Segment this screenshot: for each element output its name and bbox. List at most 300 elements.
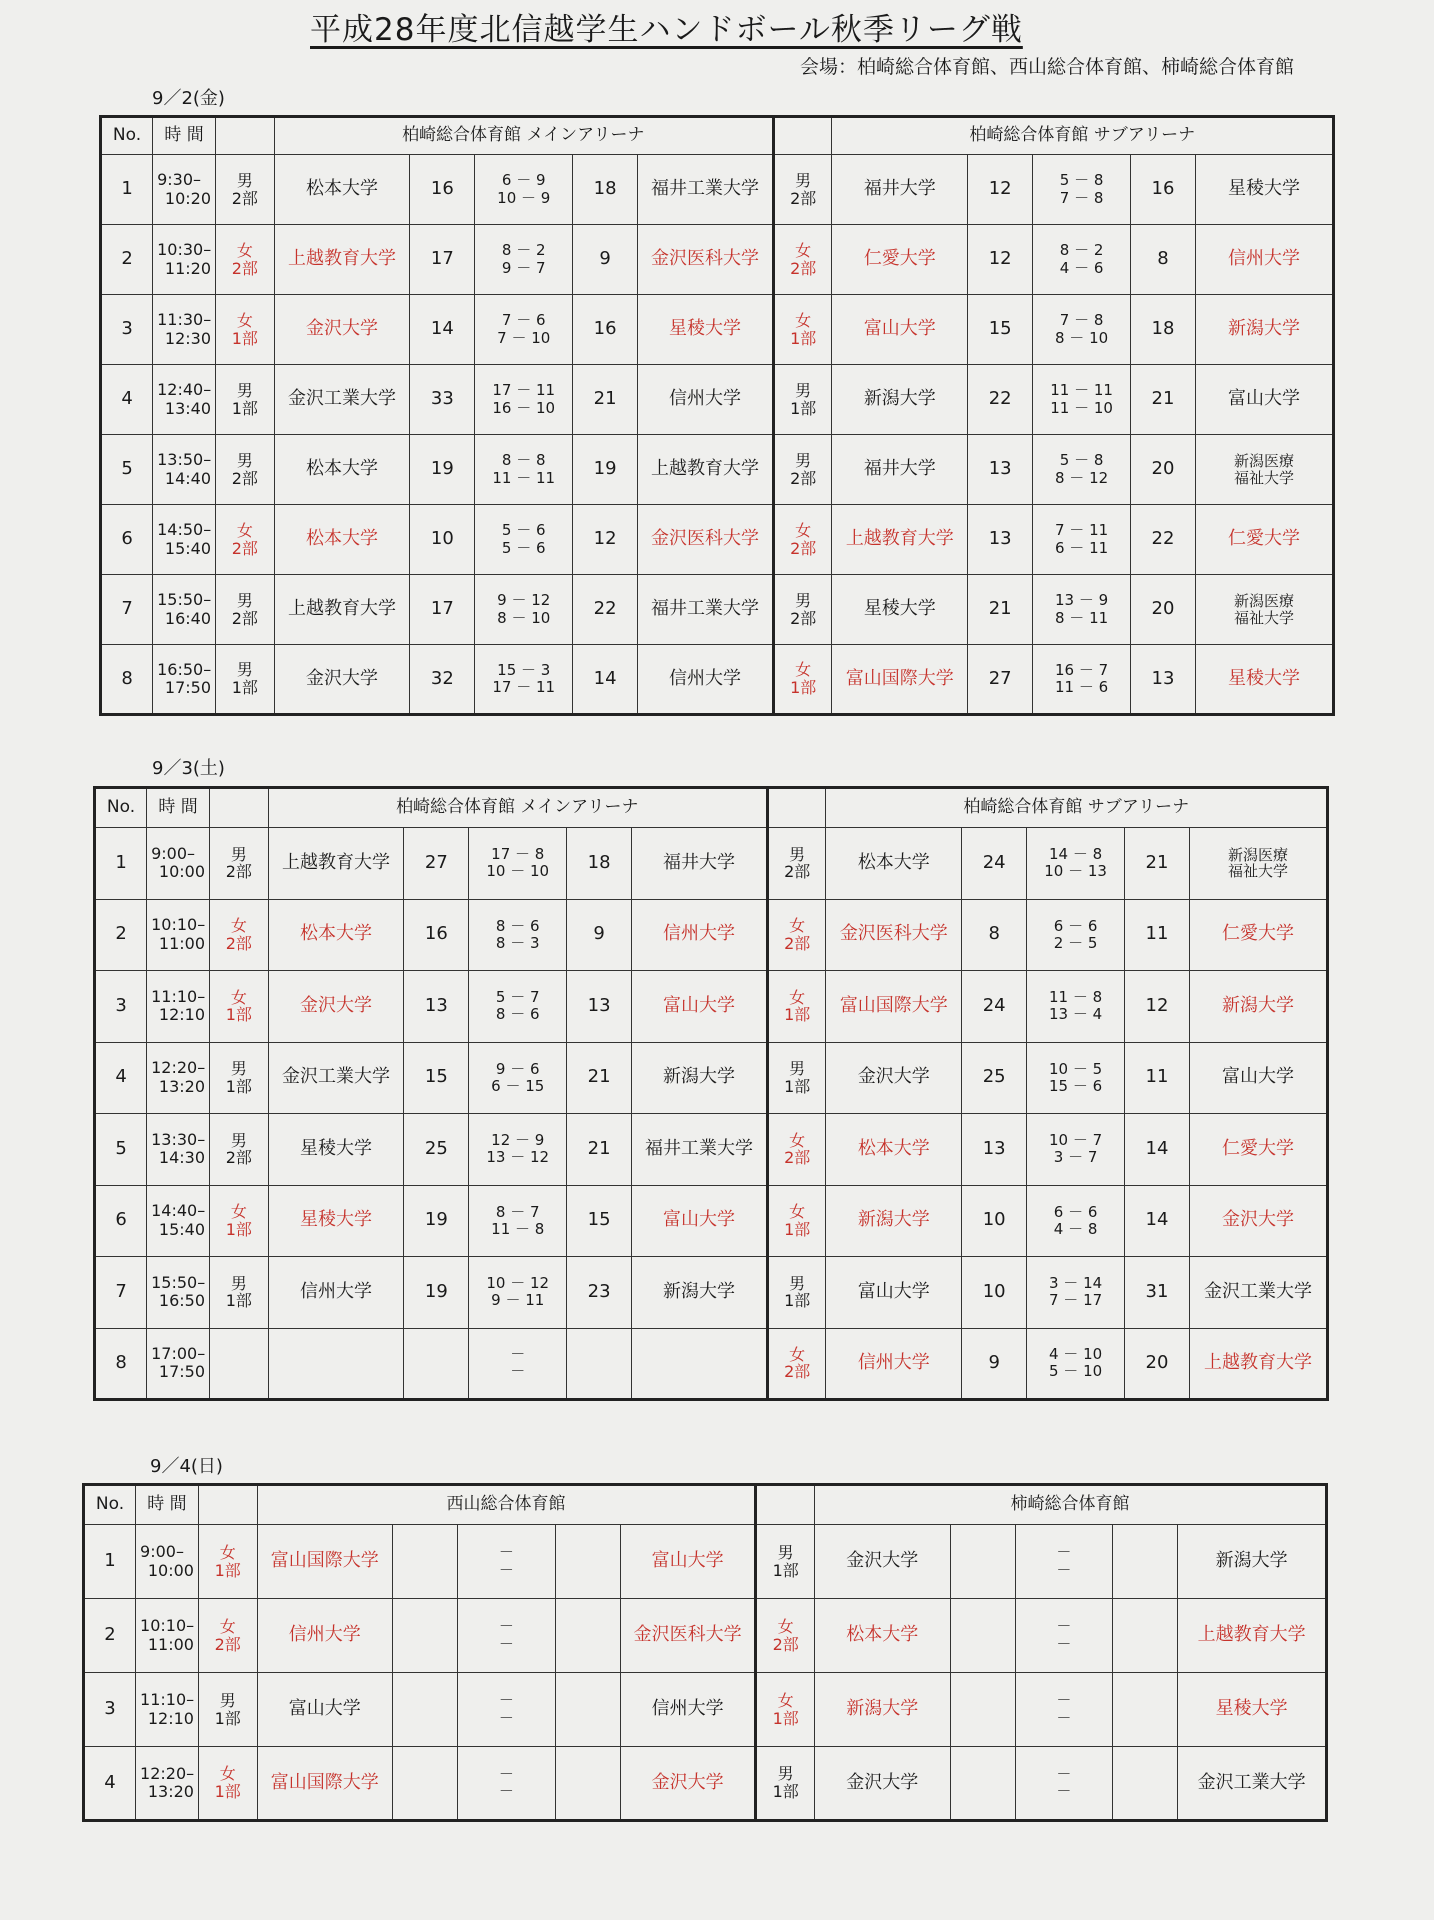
- page-title: 平成28年度北信越学生ハンドボール秋季リーグ戦: [310, 12, 1023, 48]
- home-team: 松本大学: [826, 828, 962, 900]
- division-badge: 女 2部: [767, 1114, 826, 1186]
- division-badge: 女 2部: [198, 1599, 257, 1673]
- home-score: [950, 1599, 1015, 1673]
- match-number: 6: [101, 505, 153, 575]
- away-team: 上越教育大学: [638, 435, 774, 505]
- half-score: －: [1056, 1560, 1072, 1579]
- away-score: 15: [567, 1185, 632, 1257]
- away-team: 信州大学: [1196, 225, 1334, 295]
- half-score: 8 － 10: [1055, 328, 1109, 347]
- away-team: 富山大学: [1196, 365, 1334, 435]
- match-time: [147, 899, 210, 971]
- home-score: 22: [968, 365, 1033, 435]
- time-end: 16:50: [158, 1291, 206, 1311]
- half-score: －: [498, 1764, 514, 1783]
- home-team: 金沢医科大学: [826, 899, 962, 971]
- half-score: 4 － 10: [1049, 1345, 1103, 1363]
- time-start: 14:50–: [157, 520, 212, 540]
- away-score: 14: [1124, 1185, 1189, 1257]
- set-scores: [1015, 1525, 1113, 1599]
- division-badge: 女 1部: [773, 645, 832, 715]
- time-end: 12:10: [158, 1005, 206, 1025]
- venue-line: 会場：柏崎総合体育館、西山総合体育館、柿崎総合体育館: [799, 56, 1294, 78]
- division-badge: 女 2部: [216, 225, 275, 295]
- home-score: [393, 1673, 458, 1747]
- away-score: 18: [1130, 295, 1195, 365]
- away-team: 福井工業大学: [638, 155, 774, 225]
- match-row: [95, 828, 1328, 900]
- home-team: 金沢工業大学: [274, 365, 410, 435]
- home-score: 16: [410, 155, 475, 225]
- home-team: 福井大学: [832, 155, 968, 225]
- set-scores: [1027, 1114, 1125, 1186]
- away-score: 13: [1130, 645, 1195, 715]
- home-score: [950, 1673, 1015, 1747]
- away-team: 金沢医科大学: [638, 225, 774, 295]
- division-badge: 女 2部: [767, 1328, 826, 1400]
- half-score: －: [1056, 1764, 1072, 1783]
- set-scores: [469, 1114, 567, 1186]
- division-badge: 男 1部: [210, 1257, 269, 1329]
- time-end: 14:40: [164, 468, 212, 488]
- home-score: 27: [968, 645, 1033, 715]
- away-team: 福井大学: [632, 828, 768, 900]
- time-end: 14:30: [158, 1148, 206, 1168]
- match-row: [101, 225, 1334, 295]
- home-score: 12: [968, 155, 1033, 225]
- away-team: 金沢大学: [620, 1747, 756, 1821]
- home-team: 星稜大学: [268, 1114, 404, 1186]
- division-badge: 男 2部: [216, 155, 275, 225]
- match-time: [147, 828, 210, 900]
- division-badge: 男 1部: [210, 1042, 269, 1114]
- away-team: 上越教育大学: [1190, 1328, 1328, 1400]
- half-score: 8 － 2: [501, 241, 546, 260]
- home-team: 仁愛大学: [832, 225, 968, 295]
- set-scores: [1027, 1185, 1125, 1257]
- division-badge: 男 1部: [216, 365, 275, 435]
- half-score: 7 － 10: [497, 328, 551, 347]
- home-score: 13: [968, 435, 1033, 505]
- home-team: 福井大学: [832, 435, 968, 505]
- home-score: 12: [968, 225, 1033, 295]
- home-score: [404, 1328, 469, 1400]
- set-scores: [475, 575, 573, 645]
- home-team: 金沢大学: [274, 295, 410, 365]
- match-row: [95, 1257, 1328, 1329]
- half-score: 11 － 11: [492, 468, 556, 487]
- home-team: 上越教育大学: [274, 575, 410, 645]
- set-scores: [1027, 1042, 1125, 1114]
- division-badge: 女 1部: [767, 971, 826, 1043]
- division-badge: 女 2部: [216, 505, 275, 575]
- time-header: 時 間: [136, 1485, 199, 1525]
- time-start: 16:50–: [157, 659, 212, 679]
- home-team: 上越教育大学: [832, 505, 968, 575]
- match-time: [147, 1042, 210, 1114]
- left-venue-header: 柏崎総合体育館 メインアリーナ: [268, 788, 767, 828]
- time-end: 16:40: [164, 608, 212, 628]
- away-team: 福井工業大学: [638, 575, 774, 645]
- away-score: 22: [1130, 505, 1195, 575]
- away-team: 信州大学: [632, 899, 768, 971]
- half-score: 11 － 10: [1050, 398, 1113, 417]
- set-scores: [458, 1599, 556, 1673]
- home-team: 松本大学: [826, 1114, 962, 1186]
- home-score: 15: [404, 1042, 469, 1114]
- match-row: [101, 155, 1334, 225]
- away-team: 富山大学: [632, 971, 768, 1043]
- away-team: 新潟大学: [1178, 1525, 1327, 1599]
- away-score: 16: [573, 295, 638, 365]
- home-score: 8: [962, 899, 1027, 971]
- away-team: 新潟医療 福祉大学: [1196, 435, 1334, 505]
- division-header: [767, 788, 826, 828]
- set-scores: [469, 899, 567, 971]
- match-number: 8: [95, 1328, 147, 1400]
- right-venue-header: 柏崎総合体育館 サブアリーナ: [826, 788, 1328, 828]
- home-team: 富山国際大学: [257, 1525, 393, 1599]
- half-score: 9 － 7: [501, 258, 546, 277]
- time-end: 10:00: [147, 1560, 194, 1580]
- time-header: 時 間: [153, 117, 216, 155]
- division-badge: 女 2部: [773, 225, 832, 295]
- set-scores: [475, 155, 573, 225]
- away-team: 新潟医療 福祉大学: [1190, 828, 1328, 900]
- set-scores: [1015, 1599, 1113, 1673]
- division-badge: 女 1部: [216, 295, 275, 365]
- division-badge: 女 1部: [198, 1525, 257, 1599]
- set-scores: [475, 295, 573, 365]
- division-badge: 男 2部: [210, 1114, 269, 1186]
- division-header: [216, 117, 275, 155]
- home-score: 19: [404, 1185, 469, 1257]
- home-team: 富山大学: [257, 1673, 393, 1747]
- away-score: 20: [1124, 1328, 1189, 1400]
- away-score: 31: [1124, 1257, 1189, 1329]
- set-scores: [1033, 505, 1131, 575]
- division-badge: 男 2部: [767, 828, 826, 900]
- half-score: 5 － 8: [1059, 451, 1104, 470]
- division-badge: 男 1部: [773, 365, 832, 435]
- away-score: 8: [1130, 225, 1195, 295]
- division-header: [773, 117, 832, 155]
- home-score: 19: [404, 1257, 469, 1329]
- half-score: －: [510, 1345, 526, 1363]
- time-start: 13:50–: [157, 450, 212, 470]
- home-team: 上越教育大学: [274, 225, 410, 295]
- half-score: 7 － 8: [1059, 311, 1104, 330]
- away-team: 信州大学: [638, 365, 774, 435]
- half-score: 11 － 11: [1050, 381, 1113, 400]
- match-row: [84, 1525, 1327, 1599]
- division-badge: 男 2部: [216, 435, 275, 505]
- away-score: 21: [1130, 365, 1195, 435]
- away-score: [555, 1599, 620, 1673]
- time-start: 12:20–: [140, 1763, 195, 1783]
- set-scores: [475, 645, 573, 715]
- away-team: 富山大学: [1190, 1042, 1328, 1114]
- home-team: 松本大学: [274, 155, 410, 225]
- home-score: 14: [410, 295, 475, 365]
- set-scores: [458, 1747, 556, 1821]
- away-score: 12: [573, 505, 638, 575]
- away-score: 9: [573, 225, 638, 295]
- half-score: 4 － 8: [1053, 1219, 1098, 1238]
- division-badge: 女 2部: [756, 1599, 815, 1673]
- time-start: 14:40–: [151, 1201, 206, 1221]
- home-team: 松本大学: [268, 899, 404, 971]
- set-scores: [1027, 1328, 1125, 1400]
- time-end: 13:20: [147, 1782, 194, 1801]
- half-score: 17 － 11: [492, 678, 556, 696]
- half-score: 5 － 6: [501, 521, 546, 540]
- match-number: 2: [84, 1599, 136, 1673]
- half-score: 12 － 9: [491, 1131, 545, 1149]
- home-score: 25: [404, 1114, 469, 1186]
- time-start: 9:30–: [157, 170, 202, 190]
- away-score: [1113, 1673, 1178, 1747]
- half-score: 13 － 4: [1049, 1005, 1103, 1024]
- away-team: 新潟大学: [632, 1042, 768, 1114]
- half-score: 7 － 17: [1049, 1291, 1103, 1310]
- match-time: [153, 435, 216, 505]
- match-number: 7: [95, 1257, 147, 1329]
- time-start: 11:10–: [140, 1690, 195, 1710]
- home-team: 松本大学: [814, 1599, 950, 1673]
- half-score: －: [498, 1543, 514, 1562]
- home-score: 25: [962, 1042, 1027, 1114]
- home-score: 9: [962, 1328, 1027, 1400]
- half-score: －: [1056, 1782, 1072, 1800]
- home-team: 信州大学: [268, 1257, 404, 1329]
- half-score: －: [1056, 1543, 1072, 1562]
- home-team: 新潟大学: [814, 1673, 950, 1747]
- half-score: 8 － 6: [495, 1005, 540, 1024]
- away-team: 新潟大学: [1196, 295, 1334, 365]
- left-venue-header: 西山総合体育館: [257, 1485, 756, 1525]
- match-row: [101, 435, 1334, 505]
- home-score: 10: [962, 1185, 1027, 1257]
- set-scores: [475, 435, 573, 505]
- half-score: 13 － 9: [1055, 591, 1109, 610]
- away-team: [632, 1328, 768, 1400]
- away-score: 22: [573, 575, 638, 645]
- set-scores: [1015, 1747, 1113, 1821]
- division-badge: 男 2部: [210, 828, 269, 900]
- division-badge: 男 2部: [773, 575, 832, 645]
- time-end: 15:40: [158, 1219, 206, 1239]
- away-score: 20: [1130, 435, 1195, 505]
- away-score: 21: [573, 365, 638, 435]
- set-scores: [1027, 828, 1125, 900]
- time-end: 11:20: [164, 258, 212, 278]
- time-start: 15:50–: [151, 1272, 206, 1292]
- match-row: [101, 645, 1334, 715]
- half-score: －: [498, 1634, 514, 1653]
- away-team: 新潟大学: [1190, 971, 1328, 1043]
- time-end: 11:00: [147, 1634, 194, 1654]
- away-team: 星稜大学: [1196, 155, 1334, 225]
- away-team: 仁愛大学: [1190, 1114, 1328, 1186]
- set-scores: [475, 505, 573, 575]
- time-end: 10:20: [164, 188, 212, 208]
- time-start: 9:00–: [140, 1542, 184, 1562]
- division-badge: 男 1部: [767, 1257, 826, 1329]
- half-score: 9 － 6: [495, 1059, 540, 1078]
- home-team: [268, 1328, 404, 1400]
- match-number: 1: [101, 155, 153, 225]
- no-header: No.: [95, 788, 147, 828]
- away-team: 金沢工業大学: [1178, 1747, 1327, 1821]
- schedule-table: [99, 115, 1335, 716]
- match-time: [153, 645, 216, 715]
- away-score: 13: [567, 971, 632, 1043]
- match-row: [101, 505, 1334, 575]
- day-date-label: 9／3(土): [152, 758, 225, 779]
- away-team: 仁愛大学: [1190, 899, 1328, 971]
- home-team: 上越教育大学: [268, 828, 404, 900]
- away-team: 仁愛大学: [1196, 505, 1334, 575]
- home-team: 新潟大学: [832, 365, 968, 435]
- half-score: 9 － 12: [497, 591, 551, 610]
- half-score: 11 － 8: [491, 1219, 545, 1238]
- home-score: 21: [968, 575, 1033, 645]
- division-badge: 女 2部: [767, 899, 826, 971]
- half-score: －: [498, 1691, 514, 1710]
- set-scores: [1033, 155, 1131, 225]
- match-number: 4: [84, 1747, 136, 1821]
- set-scores: [469, 1042, 567, 1114]
- match-time: [147, 1328, 210, 1400]
- match-row: [84, 1673, 1327, 1747]
- time-start: 11:10–: [151, 986, 206, 1006]
- match-time: [153, 155, 216, 225]
- away-score: [1113, 1747, 1178, 1821]
- away-team: 富山大学: [632, 1185, 768, 1257]
- half-score: 17 － 8: [491, 845, 545, 863]
- match-time: [147, 1114, 210, 1186]
- half-score: －: [498, 1708, 514, 1727]
- half-score: 8 － 3: [495, 933, 540, 952]
- match-number: 4: [95, 1042, 147, 1114]
- set-scores: [1033, 575, 1131, 645]
- time-end: 15:40: [164, 538, 212, 558]
- away-score: 23: [567, 1257, 632, 1329]
- time-start: 10:30–: [157, 240, 212, 260]
- away-team: 金沢工業大学: [1190, 1257, 1328, 1329]
- set-scores: [458, 1673, 556, 1747]
- match-row: [95, 1042, 1328, 1114]
- home-score: 32: [410, 645, 475, 715]
- set-scores: [1027, 971, 1125, 1043]
- half-score: －: [510, 1362, 526, 1381]
- division-header: [198, 1485, 257, 1525]
- home-score: 13: [962, 1114, 1027, 1186]
- time-start: 17:00–: [151, 1343, 206, 1363]
- away-score: 12: [1124, 971, 1189, 1043]
- half-score: 6 － 6: [1053, 1202, 1098, 1221]
- home-score: [950, 1525, 1015, 1599]
- away-score: 9: [567, 899, 632, 971]
- away-team: 信州大学: [620, 1673, 756, 1747]
- set-scores: [1033, 435, 1131, 505]
- away-team: 星稜大学: [638, 295, 774, 365]
- match-time: [153, 225, 216, 295]
- home-score: 17: [410, 225, 475, 295]
- set-scores: [469, 971, 567, 1043]
- time-end: 17:50: [164, 678, 212, 697]
- time-end: 12:30: [164, 328, 212, 348]
- match-time: [153, 295, 216, 365]
- home-team: 金沢工業大学: [268, 1042, 404, 1114]
- match-number: 5: [101, 435, 153, 505]
- match-row: [101, 575, 1334, 645]
- away-score: [555, 1525, 620, 1599]
- half-score: －: [1056, 1691, 1072, 1710]
- half-score: 10 － 13: [1044, 862, 1107, 881]
- home-team: 金沢大学: [268, 971, 404, 1043]
- match-row: [84, 1747, 1327, 1821]
- half-score: 6 － 9: [501, 171, 546, 190]
- match-number: 3: [95, 971, 147, 1043]
- division-badge: 男 1部: [756, 1747, 815, 1821]
- home-score: 16: [404, 899, 469, 971]
- match-number: 3: [101, 295, 153, 365]
- match-time: [136, 1599, 199, 1673]
- away-score: 21: [567, 1114, 632, 1186]
- right-venue-header: 柏崎総合体育館 サブアリーナ: [832, 117, 1334, 155]
- home-score: 13: [968, 505, 1033, 575]
- home-team: 金沢大学: [814, 1747, 950, 1821]
- time-start: 12:40–: [157, 380, 212, 400]
- set-scores: [475, 365, 573, 435]
- day-date-label: 9／4(日): [150, 1456, 223, 1477]
- time-start: 10:10–: [151, 915, 206, 935]
- division-badge: 女 2部: [210, 899, 269, 971]
- match-time: [147, 1185, 210, 1257]
- division-badge: [210, 1328, 269, 1400]
- away-team: 信州大学: [638, 645, 774, 715]
- day-date-label: 9／2(金): [152, 88, 225, 109]
- away-team: 星稜大学: [1196, 645, 1334, 715]
- half-score: －: [498, 1617, 514, 1636]
- home-team: 富山国際大学: [832, 645, 968, 715]
- division-badge: 男 2部: [773, 435, 832, 505]
- set-scores: [1033, 645, 1131, 715]
- half-score: －: [498, 1782, 514, 1800]
- away-score: [1113, 1525, 1178, 1599]
- half-score: 15 － 3: [497, 660, 551, 679]
- division-badge: 女 1部: [210, 1185, 269, 1257]
- half-score: 10 － 12: [486, 1274, 550, 1292]
- home-team: 信州大学: [257, 1599, 393, 1673]
- half-score: 9 － 11: [491, 1291, 545, 1310]
- time-end: 13:40: [164, 398, 212, 418]
- half-score: 2 － 5: [1053, 933, 1098, 952]
- match-row: [84, 1599, 1327, 1673]
- home-team: 松本大学: [274, 505, 410, 575]
- schedule-table: [82, 1483, 1328, 1822]
- time-start: 15:50–: [157, 590, 212, 610]
- set-scores: [469, 1328, 567, 1400]
- match-row: [101, 365, 1334, 435]
- set-scores: [1015, 1673, 1113, 1747]
- time-header: 時 間: [147, 788, 210, 828]
- home-score: [393, 1599, 458, 1673]
- match-row: [95, 971, 1328, 1043]
- match-number: 4: [101, 365, 153, 435]
